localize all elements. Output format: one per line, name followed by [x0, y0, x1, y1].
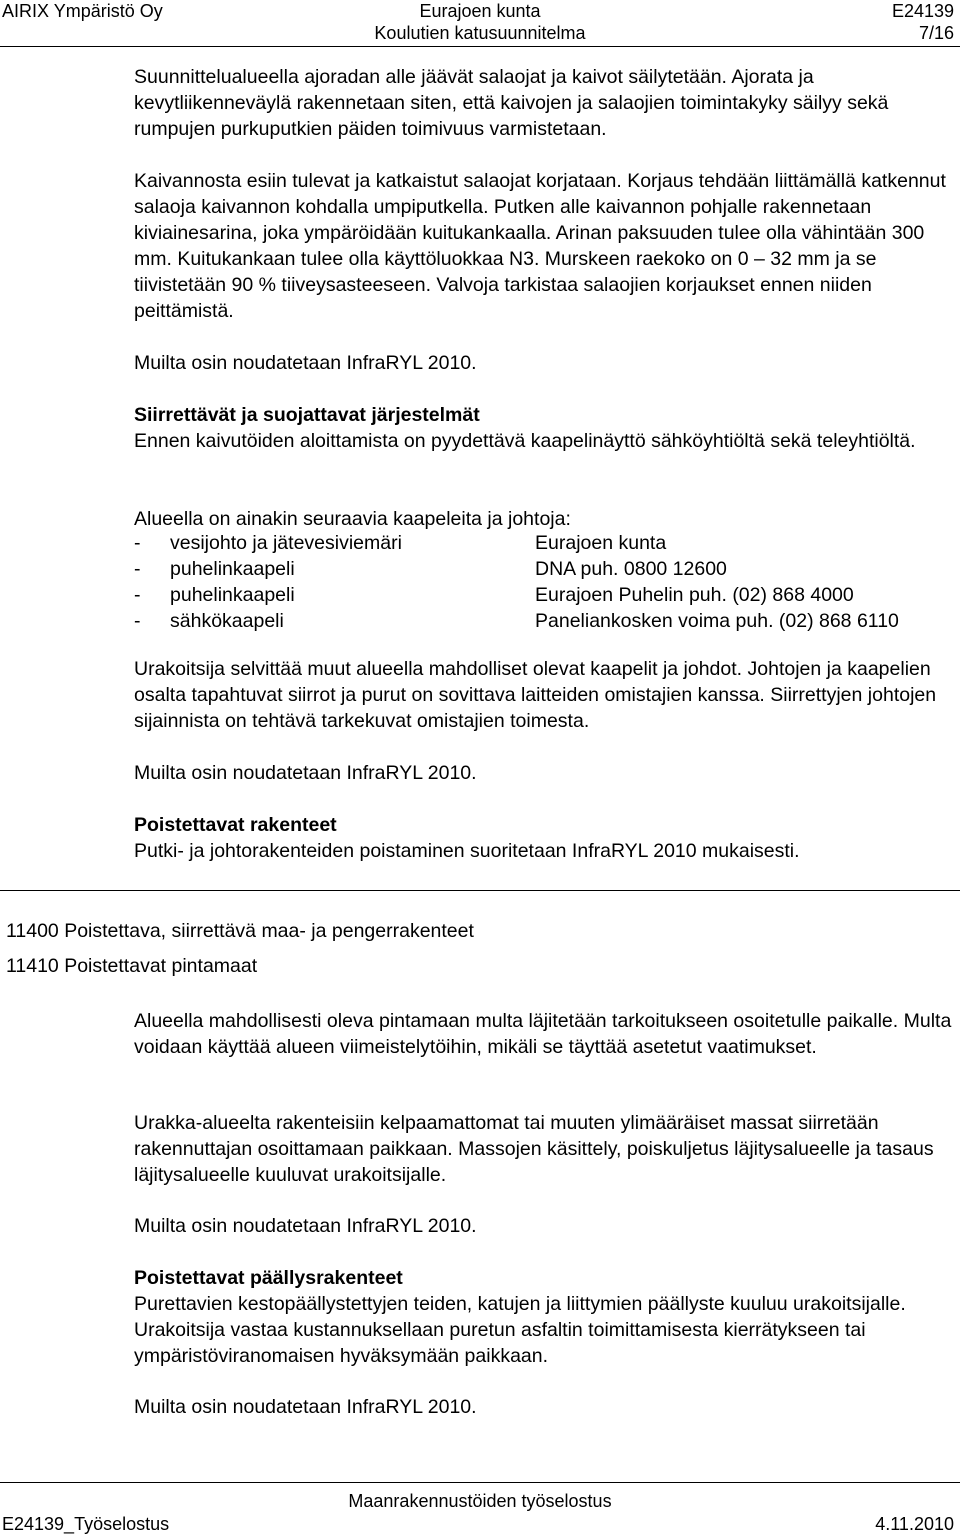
section-removed-pavements — [134, 1265, 952, 1369]
project-code: E24139 — [891, 1, 954, 21]
client-name: Eurajoen kunta — [419, 1, 541, 21]
removed-structures-heading: Poistettavat rakenteet — [134, 814, 337, 836]
paragraph-drain-repair: Kaivannosta esiin tulevat ja katkaistut salaojat korjataan. Korjaus tehdään liittämällä katkennut salaoja kaivannon kohdalla umpiputkella. Putken alle kaivannon pohjalle rakennetaan kiviainesarina, joka ympäröidään kuitukankaalla. Arinan paksuuden tulee olla vähintään 300 mm. Kuitukankaan tulee olla käyttöluokkaa N3. Murskeen raekoko on 0 – 32 mm ja se tiivistetään 90 % tiiveysasteeseen. Valvoja tarkistaa salaojien korjaukset ennen niiden peittämistä. — [134, 170, 946, 322]
infraryl-note-3: Muilta osin noudatetaan InfraRYL 2010. — [134, 1215, 477, 1237]
relocatable-heading: Siirrettävät ja suojattavat järjestelmät — [134, 404, 480, 426]
removed-pavements-heading: Poistettavat päällysrakenteet — [134, 1267, 403, 1289]
list-item: - puhelinkaapeli DNA puh. 0800 12600 — [134, 558, 727, 580]
section-title-11410: 11410 Poistettavat pintamaat — [6, 955, 258, 977]
footer-file: E24139_Työselostus — [2, 1514, 170, 1534]
removed-pavements-text: Purettavien kestopäällystettyjen teiden, katujen ja liittymien päällyste kuuluu urakoitsijalle. Urakoitsija vastaa kustannuksellaan puretun asfaltin toimittamisesta kierrätykseen tai ympäristöviranomaisen hyväksymään paikkaan. — [134, 1293, 906, 1367]
list-item: - sähkökaapeli Paneliankosken voima puh. (02) 868 6110 — [134, 610, 899, 632]
plan-name: Koulutien katusuunnitelma — [374, 23, 586, 43]
page-number: 7/16 — [918, 23, 954, 43]
section-removed-structures — [134, 812, 952, 864]
infraryl-note-4: Muilta osin noudatetaan InfraRYL 2010. — [134, 1396, 477, 1418]
section-relocatable-systems — [134, 402, 952, 454]
cables-intro: Alueella on ainakin seuraavia kaapeleita ja johtoja: — [134, 508, 571, 530]
company-name: AIRIX Ympäristö Oy — [2, 1, 163, 21]
section-title-11400: 11400 Poistettava, siirrettävä maa- ja pengerrakenteet — [6, 920, 474, 942]
header-rule — [0, 46, 960, 47]
paragraph-topsoil: Alueella mahdollisesti oleva pintamaan multa läjitetään tarkoitukseen osoitetulle paikalle. Multa voidaan käyttää alueen viimeistelytöihin, mikäli se täyttää asetetut vaatimukset. — [134, 1010, 952, 1058]
list-item: - vesijohto ja jätevesiviemäri Eurajoen kunta — [134, 532, 667, 554]
footer-rule — [0, 1482, 960, 1483]
paragraph-surplus-masses: Urakka-alueelta rakenteisiin kelpaamattomat tai muuten ylimääräiset massat siirretään rakennuttajan osoittamaan paikkaan. Massojen käsittely, poiskuljetus läjitysalueelle ja tasaus läjitysalueelle kuuluvat urakoitsijalle. — [134, 1112, 934, 1186]
section-rule — [0, 890, 960, 891]
cable-list — [134, 530, 954, 634]
list-item: - puhelinkaapeli Eurajoen Puhelin puh. (02) 868 4000 — [134, 584, 854, 606]
infraryl-note-2: Muilta osin noudatetaan InfraRYL 2010. — [134, 762, 477, 784]
footer-date: 4.11.2010 — [875, 1514, 954, 1534]
paragraph-drains-kept: Suunnittelualueella ajoradan alle jäävät salaojat ja kaivot säilytetään. Ajorata ja kevytliikenneväylä rakennetaan siten, että kaivojen ja salaojien toimintakyky säilyy sekä rumpujen purkuputkien päiden toimivuus varmistetaan. — [134, 66, 889, 140]
paragraph-contractor-cables: Urakoitsija selvittää muut alueella mahdolliset olevat kaapelit ja johdot. Johtojen ja kaapelien osalta tapahtuvat siirrot ja purut on sovittava laitteiden omistajien kanssa. Siirrettyjen johtojen sijainnista on tehtävä tarkekuvat omistajien toimesta. — [134, 658, 937, 732]
infraryl-note-1: Muilta osin noudatetaan InfraRYL 2010. — [134, 352, 477, 374]
footer-title: Maanrakennustöiden työselostus — [348, 1491, 612, 1511]
relocatable-text: Ennen kaivutöiden aloittamista on pyydettävä kaapelinäyttö sähköyhtiöltä sekä teleyhtiöltä. — [134, 430, 916, 452]
removed-structures-text: Putki- ja johtorakenteiden poistaminen suoritetaan InfraRYL 2010 mukaisesti. — [134, 840, 800, 862]
